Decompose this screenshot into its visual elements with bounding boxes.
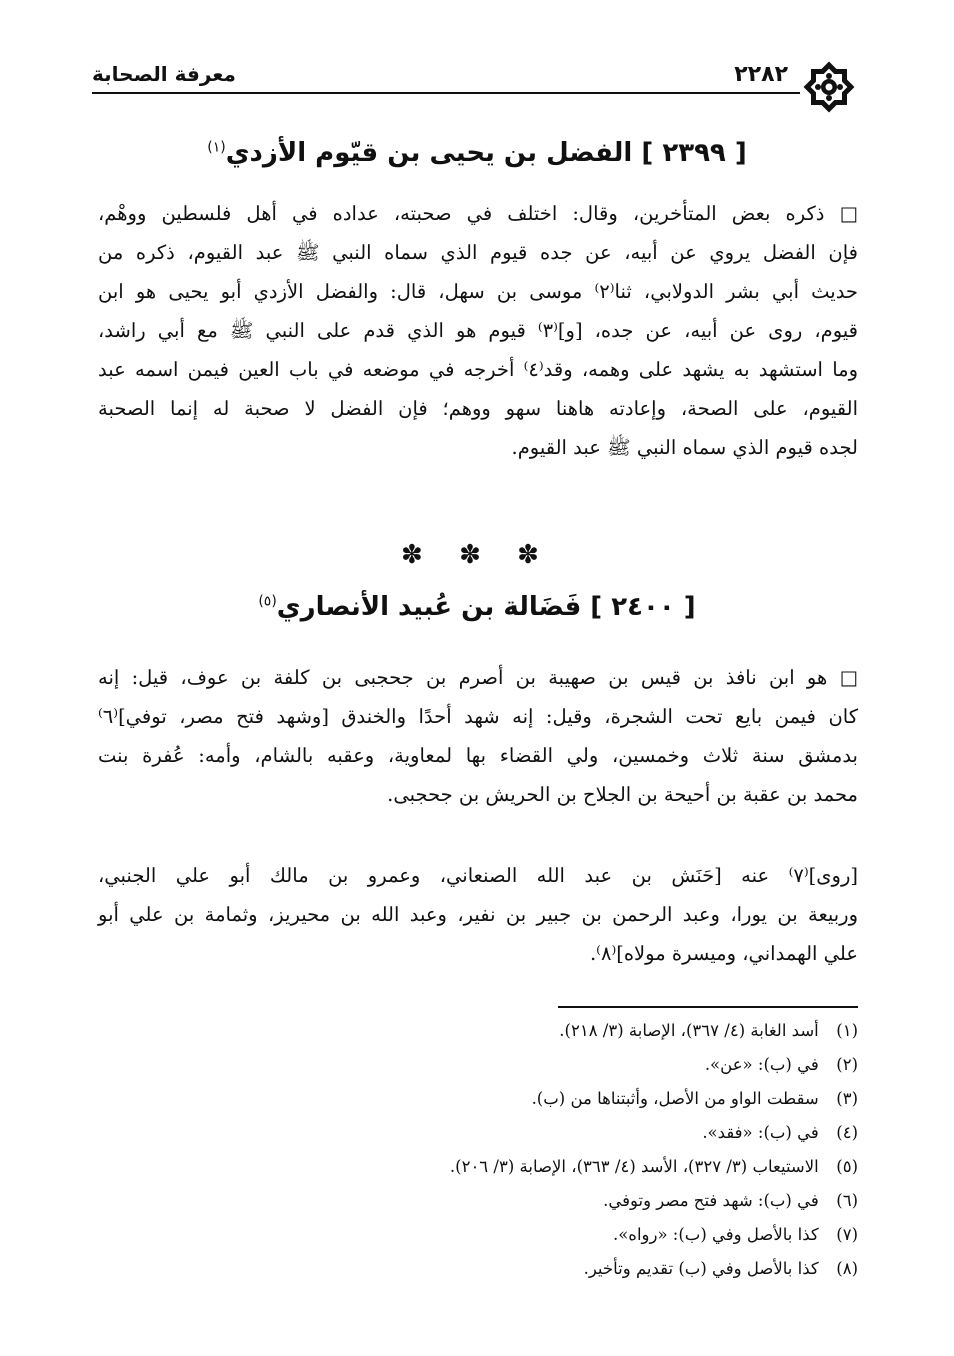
entry-title-2399 <box>0 138 954 168</box>
footnote-rule <box>558 1006 858 1008</box>
octagram-ornament-icon <box>800 58 858 116</box>
footnote <box>200 1184 858 1218</box>
entry-title-2400 <box>0 592 954 622</box>
footnote-text: سقطت الواو من الأصل، وأثبتناها من (ب). <box>531 1089 819 1108</box>
entry-title-text: [ ٢٤٠٠ ] فَضَالة بن عُبيد الأنصاري <box>276 592 696 622</box>
text-line: محمد بن عقبة بن أحيحة بن الجلاح بن الحريش بن جحجبى. <box>387 783 858 806</box>
text-line: وما استشهد به يشهد على وهمه، وقد⁽٤⁾ أخرجه في موضعه في باب العين فيمن اسمه عبد <box>98 358 858 381</box>
header-rule <box>92 92 800 94</box>
footnote-text: أسد الغابة (٤/ ٣٦٧)، الإصابة (٣/ ٢١٨). <box>559 1021 819 1040</box>
footnote-ref: (١) <box>207 139 226 156</box>
text-line: القيوم، على الصحة، وإعادته هاهنا سهو ووهم؛ فإن الفضل لا صحبة له إنما الصحبة <box>98 397 858 420</box>
text-line: [روى]⁽٧⁾ عنه [حَنَش بن عبد الله الصنعاني، وعمرو بن مالك أبو علي الجنبي، <box>98 864 858 887</box>
page-number: ٢٢٨٢ <box>734 62 788 87</box>
footnote <box>200 1116 858 1150</box>
footnote-number: (٧) <box>836 1225 858 1244</box>
footnote <box>200 1150 858 1184</box>
text-line: قيوم، روى عن أبيه، عن جده، [و]⁽٣⁾ قيوم هو الذي قدم على النبي ﷺ مع أبي راشد، <box>98 319 858 342</box>
footnote <box>200 1252 858 1286</box>
page-header <box>92 58 858 98</box>
text-line: حديث أبي بشر الدولابي، ثنا⁽٢⁾ موسى بن سهل، قال: والفضل الأزدي أبو يحيى هو ابن <box>98 280 858 303</box>
footnote-text: في (ب): «فقد». <box>702 1123 819 1142</box>
text-line: علي الهمداني، وميسرة مولاه]⁽٨⁾. <box>589 942 858 965</box>
footnote-number: (٦) <box>836 1191 858 1210</box>
footnote <box>200 1082 858 1116</box>
text-line: وربيعة بن يورا، وعبد الرحمن بن جبير بن نفير، وعبد الله بن محيريز، وثمامة بن علي أبو <box>98 903 858 926</box>
text-line: بدمشق سنة ثلاث وخمسين، ولي القضاء بها لمعاوية، وعقبه بالشام، وأمه: عُفرة بنت <box>98 744 858 767</box>
footnote-ref: (٥) <box>258 593 277 610</box>
footnote-number: (١) <box>836 1021 858 1040</box>
footnote-number: (٤) <box>836 1123 858 1142</box>
footnote-number: (٨) <box>836 1259 858 1278</box>
footnote-number: (٢) <box>836 1055 858 1074</box>
text-line: فإن الفضل يروي عن أبيه، عن جده قيوم الذي سماه النبي ﷺ عبد القيوم، ذكره من <box>98 241 858 264</box>
text-line: لجده قيوم الذي سماه النبي ﷺ عبد القيوم. <box>511 436 858 459</box>
running-title: معرفة الصحابة <box>92 62 236 86</box>
entry-2399-paragraph <box>98 194 858 467</box>
section-separator: ✽ ✽ ✽ <box>401 540 553 570</box>
footnotes-list <box>200 1014 858 1286</box>
text-line: كان فيمن بايع تحت الشجرة، وقيل: إنه شهد أحدًا والخندق [وشهد فتح مصر، توفي]⁽٦⁾ <box>98 705 858 728</box>
footnote <box>200 1048 858 1082</box>
entry-2400-paragraph-1 <box>98 658 858 814</box>
footnote-text: الاستيعاب (٣/ ٣٢٧)، الأسد (٤/ ٣٦٣)، الإصابة (٣/ ٢٠٦). <box>449 1157 819 1176</box>
footnote-text: في (ب): شهد فتح مصر وتوفي. <box>603 1191 819 1210</box>
footnote-text: في (ب): «عن». <box>704 1055 819 1074</box>
footnote <box>200 1218 858 1252</box>
footnote-number: (٥) <box>836 1157 858 1176</box>
entry-2400-paragraph-2 <box>98 856 858 973</box>
footnote-text: كذا بالأصل وفي (ب): «رواه». <box>612 1225 819 1244</box>
entry-title-text: [ ٢٣٩٩ ] الفضل بن يحيى بن قيّوم الأزدي <box>225 138 747 168</box>
footnote-text: كذا بالأصل وفي (ب) تقديم وتأخير. <box>583 1259 819 1278</box>
footnote <box>200 1014 858 1048</box>
text-line: □ هو ابن نافذ بن قيس بن صهيبة بن أصرم بن جحجبى بن كلفة بن عوف، قيل: إنه <box>98 666 858 689</box>
text-line: □ ذكره بعض المتأخرين، وقال: اختلف في صحبته، عداده في أهل فلسطين ووهْم، <box>98 202 858 225</box>
footnote-number: (٣) <box>836 1089 858 1108</box>
